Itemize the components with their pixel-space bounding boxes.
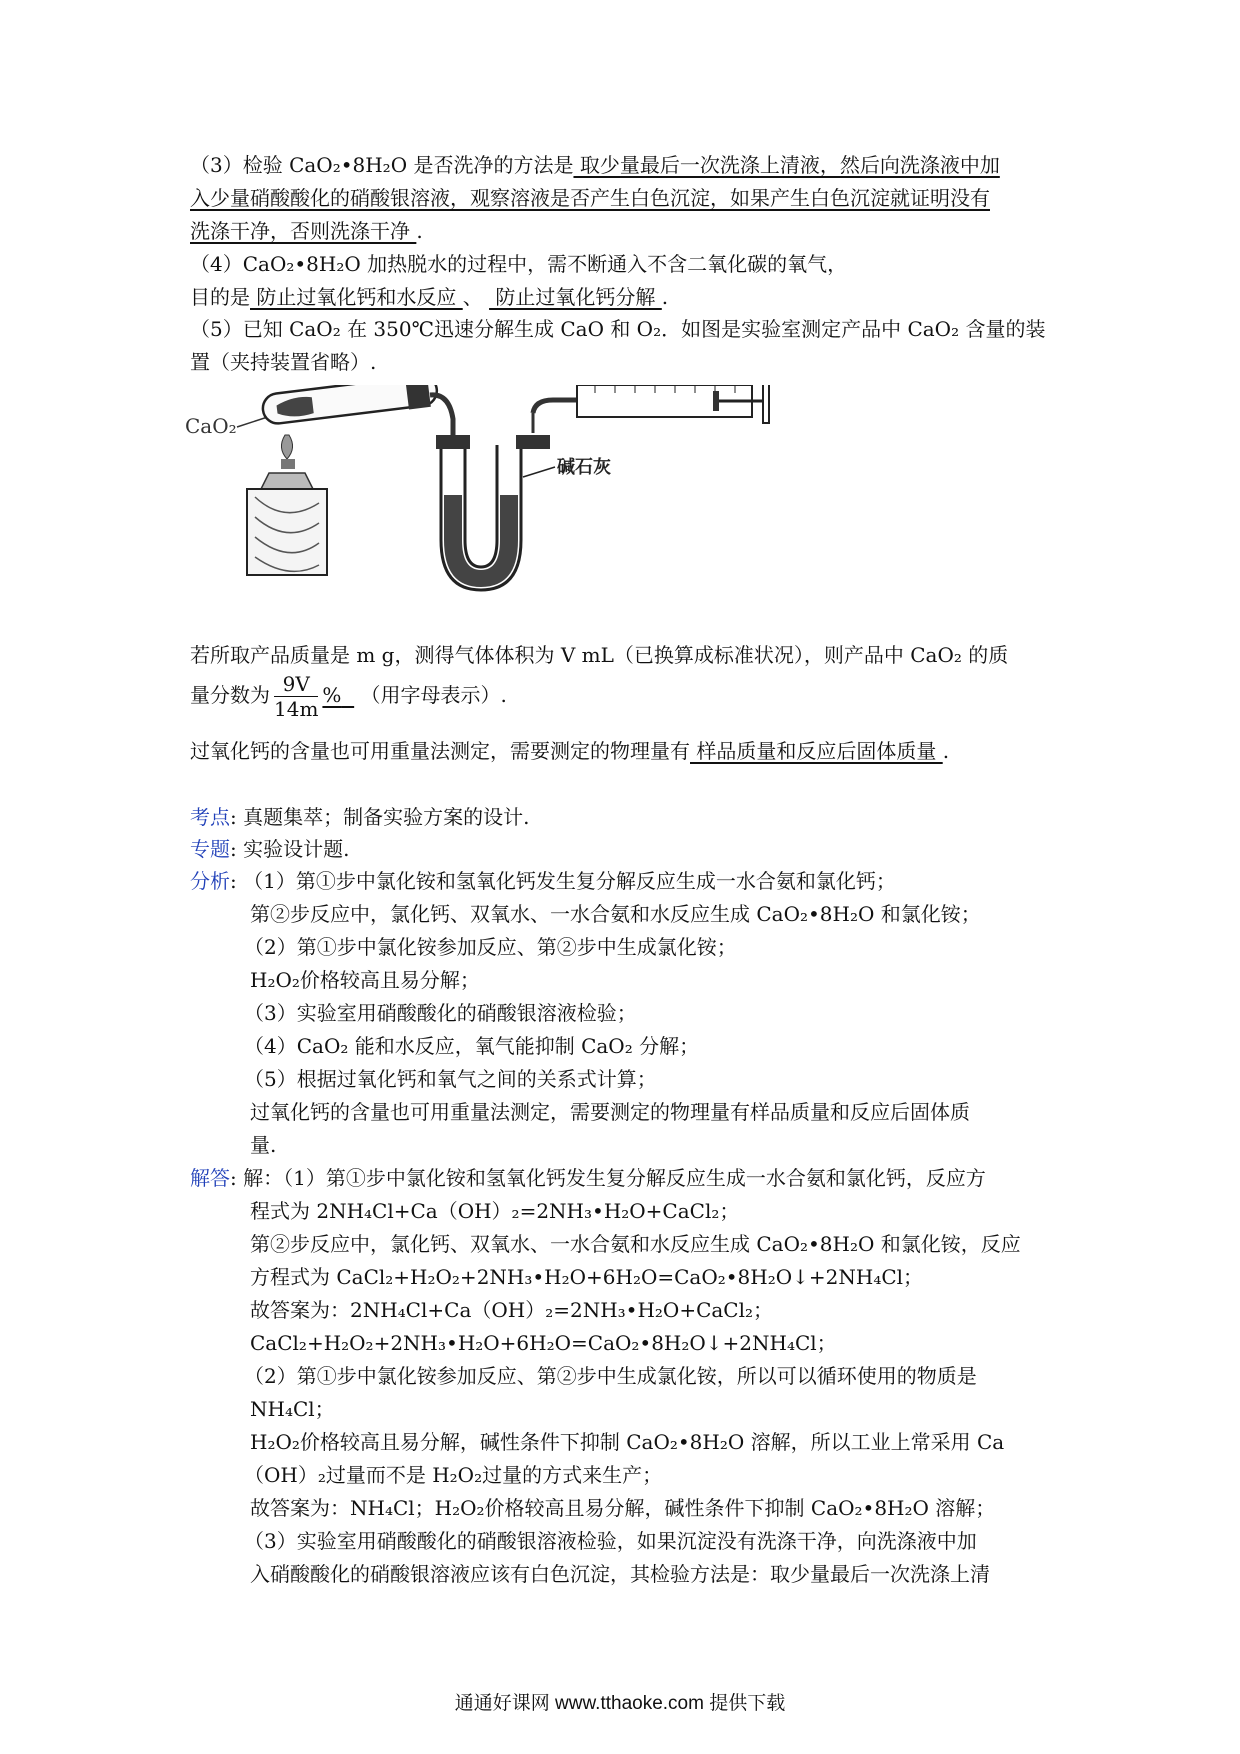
zhuanti-label: 专题	[190, 837, 230, 861]
q5-line-4: 量分数为 $\frac{9V}{14m}$ % （用字母表示）.	[190, 672, 507, 721]
u-tube	[436, 435, 550, 590]
fenxi-text: （5）根据过氧化钙和氧气之间的关系式计算；	[244, 1067, 657, 1091]
soda-lime-fill	[444, 495, 518, 587]
jieda-text: 程式为 2NH₄Cl+Ca（OH）₂=2NH₃•H₂O+CaCl₂；	[250, 1199, 740, 1223]
lime-pointer	[523, 467, 555, 477]
fraction-denominator: 14m	[274, 697, 319, 721]
fenxi-text: 量.	[250, 1133, 277, 1157]
fraction-numerator: 9V	[274, 672, 318, 697]
jieda-text: 方程式为 CaCl₂+H₂O₂+2NH₃•H₂O+6H₂O=CaO₂•8H₂O↓+2NH₄Cl；	[250, 1265, 924, 1289]
q3-answer-part1: 取少量最后一次洗涤上清液，然后向洗涤液中加	[573, 153, 1000, 177]
jieda-text: 第②步反应中，氯化钙、双氧水、一水合氨和水反应生成 CaO₂•8H₂O 和氯化铵，反应	[250, 1232, 1021, 1256]
fenxi-text: 过氧化钙的含量也可用重量法测定，需要测定的物理量有样品质量和反应后固体质	[250, 1100, 970, 1124]
jieda-text: 入硝酸酸化的硝酸银溶液应该有白色沉淀，其检验方法是：取少量最后一次洗涤上清	[250, 1562, 990, 1586]
jieda-text: 故答案为：2NH₄Cl+Ca（OH）₂=2NH₃•H₂O+CaCl₂；	[250, 1298, 774, 1322]
kaodian-line: 考点: 真题集萃；制备实验方案的设计.	[190, 805, 530, 829]
q5-line-3: 若所取产品质量是 m g，测得气体体积为 V mL（已换算成标准状况），则产品中 CaO₂ 的质	[190, 643, 1009, 667]
apparatus-diagram	[185, 385, 865, 645]
stopper	[405, 385, 431, 409]
q5-line-2: 置（夹持装置省略）.	[190, 350, 377, 374]
q5-line-1: （5）已知 CaO₂ 在 350℃迅速分解生成 CaO 和 O₂．如图是实验室测定产品中 CaO₂ 含量的装	[190, 317, 1046, 341]
fenxi-line: 分析: （1）第①步中氯化铵和氢氧化钙发生复分解反应生成一水合氨和氯化钙；	[190, 869, 896, 893]
q3-prefix: （3）检验 CaO₂•8H₂O 是否洗净的方法是	[190, 153, 574, 177]
fenxi-text: （4）CaO₂ 能和水反应，氧气能抑制 CaO₂ 分解；	[244, 1034, 700, 1058]
wood-block	[247, 489, 327, 575]
zhuanti-line: 专题: 实验设计题.	[190, 837, 350, 861]
fenxi-text: （2）第①步中氯化铵参加反应、第②步中生成氯化铵；	[244, 935, 737, 959]
fenxi-label: 分析	[190, 869, 230, 893]
fenxi-text: H₂O₂价格较高且易分解；	[250, 968, 480, 992]
jieda-label: 解答	[190, 1166, 230, 1190]
jieda-text: CaCl₂+H₂O₂+2NH₃•H₂O+6H₂O=CaO₂•8H₂O↓+2NH₄Cl；	[250, 1331, 837, 1355]
jieda-text: （2）第①步中氯化铵参加反应、第②步中生成氯化铵，所以可以循环使用的物质是	[244, 1364, 977, 1388]
soda-lime-label: 碱石灰	[557, 457, 611, 478]
fenxi-text: 第②步反应中，氯化钙、双氧水、一水合氨和水反应生成 CaO₂•8H₂O 和氯化铵；	[250, 902, 981, 926]
q3-answer-part2: 入少量硝酸酸化的硝酸银溶液，观察溶液是否产生白色沉淀，如果产生白色沉淀就证明没有	[190, 186, 990, 210]
q4-line-1: （4）CaO₂•8H₂O 加热脱水的过程中，需不断通入不含二氧化碳的氧气，	[190, 252, 848, 276]
q5-answer-fraction: $\frac{9V}{14m}$ %	[274, 672, 342, 721]
syringe	[577, 385, 769, 423]
q3-line-1	[190, 150, 1000, 180]
q4-answer-2: 防止过氧化钙分解	[489, 285, 662, 309]
q5-answer-2: 样品质量和反应后固体质量	[690, 739, 943, 763]
q3-line-3: 洗涤干净，否则洗涤干净 .	[190, 219, 423, 243]
q4-answer-1: 防止过氧化钙和水反应	[250, 285, 463, 309]
jieda-text: （OH）₂过量而不是 H₂O₂过量的方式来生产；	[244, 1463, 663, 1487]
jieda-line: 解答: 解：（1）第①步中氯化铵和氢氧化钙发生复分解反应生成一水合氨和氯化钙，反应方	[190, 1166, 986, 1190]
jieda-text: NH₄Cl；	[250, 1397, 335, 1421]
q3-answer-part3: 洗涤干净，否则洗涤干净	[190, 219, 417, 243]
q4-line-2: 目的是 防止过氧化钙和水反应 、 防止过氧化钙分解 .	[190, 285, 669, 309]
kaodian-label: 考点	[190, 805, 230, 829]
jieda-text: H₂O₂价格较高且易分解，碱性条件下抑制 CaO₂•8H₂O 溶解，所以工业上常采用 Ca	[250, 1430, 1005, 1454]
page-footer[interactable]: 通通好课网 www.tthaoke.com 提供下载	[454, 1693, 786, 1714]
alcohol-lamp	[261, 435, 313, 489]
fenxi-text: （3）实验室用硝酸酸化的硝酸银溶液检验；	[244, 1001, 637, 1025]
q5-line-5: 过氧化钙的含量也可用重量法测定，需要测定的物理量有 样品质量和反应后固体质量 .	[190, 739, 950, 763]
jieda-text: （3）实验室用硝酸酸化的硝酸银溶液检验，如果沉淀没有洗涤干净，向洗涤液中加	[244, 1529, 977, 1553]
jieda-text: 故答案为：NH₄Cl；H₂O₂价格较高且易分解，碱性条件下抑制 CaO₂•8H₂O 溶解；	[250, 1496, 996, 1520]
rubber-tube-2	[533, 400, 577, 413]
cao2-label: CaO₂	[185, 414, 237, 438]
test-tube	[261, 385, 439, 427]
